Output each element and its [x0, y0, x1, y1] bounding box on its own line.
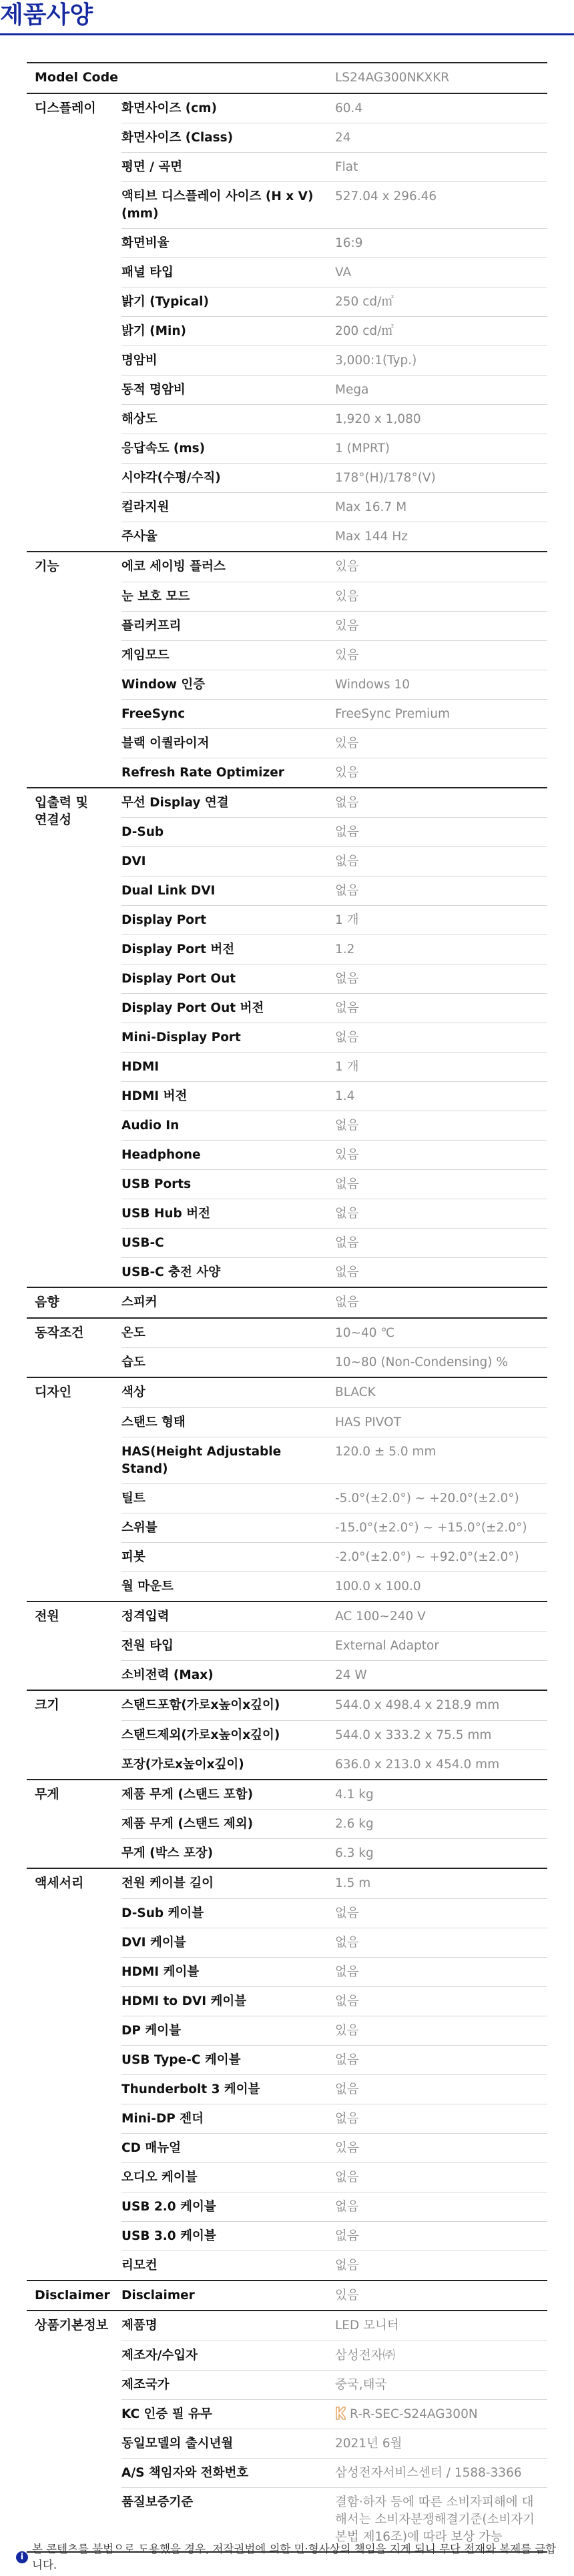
- spec-group-name: Model Code: [35, 70, 119, 85]
- spec-label: Display Port Out: [121, 972, 236, 986]
- spec-row: [121, 1347, 547, 1377]
- spec-value: 있음: [335, 2288, 359, 2303]
- spec-label: HDMI 케이블: [121, 1964, 200, 1979]
- spec-label: Disclaimer: [121, 2288, 195, 2303]
- spec-value: Windows 10: [335, 677, 410, 692]
- spec-label: 화면비율: [121, 236, 170, 250]
- spec-label: USB Type-C 케이블: [121, 2052, 241, 2067]
- spec-label: D-Sub: [121, 825, 164, 839]
- spec-row: [121, 1898, 547, 1928]
- spec-row: [121, 346, 547, 375]
- spec-label: USB Ports: [121, 1177, 192, 1191]
- spec-group: [27, 63, 547, 94]
- spec-row: [121, 375, 547, 404]
- spec-group-name: 디자인: [35, 1385, 72, 1399]
- spec-label: Thunderbolt 3 케이블: [121, 2082, 260, 2096]
- spec-row: [121, 492, 547, 522]
- spec-row: [121, 2399, 547, 2429]
- spec-row: [121, 846, 547, 876]
- spec-label: 온도: [121, 1325, 146, 1340]
- spec-group: [27, 788, 547, 1289]
- spec-row: [121, 152, 547, 181]
- spec-group-rows: [121, 1378, 547, 1601]
- spec-value: -5.0°(±2.0°) ~ +20.0°(±2.0°): [335, 1491, 519, 1505]
- spec-label: 월 마운트: [121, 1579, 174, 1593]
- spec-value: BLACK: [335, 1385, 376, 1399]
- spec-label: 스위블: [121, 1520, 158, 1535]
- spec-row: [121, 1542, 547, 1571]
- spec-label: Display Port Out 버전: [121, 1001, 264, 1015]
- spec-group-name: 전원: [35, 1608, 59, 1624]
- spec-label: Display Port: [121, 913, 206, 927]
- spec-label: 무게 (박스 포장): [121, 1846, 214, 1860]
- spec-label: 화면사이즈 (Class): [121, 131, 234, 145]
- spec-label: Dual Link DVI: [121, 884, 216, 898]
- spec-value: 삼성전자㈜: [335, 2348, 395, 2363]
- spec-value: 없음: [335, 2082, 359, 2096]
- spec-label: 포장(가로x높이x깊이): [121, 1757, 244, 1772]
- spec-group-rows: [121, 552, 547, 787]
- spec-value: 없음: [335, 1964, 359, 1979]
- spec-label: 틸트: [121, 1491, 146, 1505]
- spec-group-name: 음향: [35, 1295, 59, 1309]
- spec-value: 527.04 x 296.46: [335, 189, 437, 203]
- spec-value: Mega: [335, 383, 369, 397]
- spec-label: 해상도: [121, 412, 158, 426]
- spec-value: External Adaptor: [335, 1639, 439, 1653]
- spec-value: 24 W: [335, 1668, 367, 1682]
- spec-row: [121, 1602, 547, 1632]
- spec-row: [121, 905, 547, 934]
- spec-label: [121, 63, 335, 75]
- spec-group-rows: [121, 1288, 547, 1317]
- spec-value: 544.0 x 333.2 x 75.5 mm: [335, 1728, 492, 1742]
- spec-row: [121, 1319, 547, 1348]
- spec-row: [121, 1631, 547, 1660]
- spec-row: [121, 934, 547, 964]
- spec-label: 리모컨: [121, 2258, 158, 2273]
- spec-value: 1,920 x 1,080: [335, 412, 421, 426]
- spec-value: 없음: [335, 2170, 359, 2184]
- spec-row: [121, 1838, 547, 1868]
- spec-value: 544.0 x 498.4 x 218.9 mm: [335, 1698, 500, 1712]
- spec-value: 100.0 x 100.0: [335, 1579, 421, 1593]
- spec-value: [335, 2400, 547, 2429]
- spec-group-name: 상품기본정보: [35, 2318, 109, 2333]
- spec-value: 있음: [335, 560, 359, 574]
- spec-value: 없음: [335, 1177, 359, 1191]
- page-title: 제품사양: [0, 1, 93, 29]
- kc-certification-icon: [335, 2406, 346, 2421]
- spec-value: 없음: [335, 1031, 359, 1045]
- spec-value: 2021년 6월: [335, 2436, 402, 2451]
- spec-label: DVI: [121, 854, 146, 868]
- spec-row: [121, 1780, 547, 1810]
- spec-label: 피봇: [121, 1549, 146, 1564]
- spec-row: [121, 257, 547, 287]
- spec-label: 스탠드 형태: [121, 1415, 186, 1429]
- spec-label: 컬라지원: [121, 500, 170, 514]
- spec-value: 200 cd/㎡: [335, 324, 394, 338]
- spec-row: [121, 788, 547, 818]
- spec-row: [121, 758, 547, 787]
- spec-row: [121, 287, 547, 316]
- spec-label: HDMI to DVI 케이블: [121, 1994, 247, 2008]
- spec-value: 없음: [335, 854, 359, 868]
- spec-group-name: Disclaimer: [35, 2287, 110, 2303]
- spec-row: [121, 94, 547, 123]
- spec-row: [121, 1986, 547, 2016]
- spec-value: 없음: [335, 825, 359, 839]
- spec-row: [121, 1437, 547, 1483]
- spec-row: [121, 434, 547, 463]
- spec-row: [121, 2250, 547, 2280]
- spec-label: 게임모드: [121, 648, 170, 662]
- spec-group-name: 크기: [35, 1698, 59, 1712]
- spec-row: [121, 2162, 547, 2192]
- spec-group: [27, 1691, 547, 1780]
- spec-row: [121, 2074, 547, 2104]
- spec-table: [27, 62, 547, 2553]
- spec-group: [27, 2311, 547, 2553]
- spec-label: 스피커: [121, 1295, 158, 1309]
- spec-value: 있음: [335, 618, 359, 633]
- spec-row: [121, 640, 547, 670]
- spec-row: [121, 1957, 547, 1986]
- spec-value: 636.0 x 213.0 x 454.0 mm: [335, 1757, 500, 1772]
- spec-label: USB Hub 버전: [121, 1207, 210, 1221]
- spec-label: 무선 Display 연결: [121, 795, 229, 810]
- spec-value: 없음: [335, 2052, 359, 2067]
- spec-value: -15.0°(±2.0°) ~ +15.0°(±2.0°): [335, 1520, 527, 1535]
- spec-value: 1 개: [335, 1060, 359, 1074]
- spec-value: 1 개: [335, 913, 359, 927]
- spec-row: [121, 1660, 547, 1690]
- spec-row: [121, 1199, 547, 1228]
- spec-value: 1.2: [335, 942, 355, 956]
- spec-value: 10~80 (Non-Condensing) %: [335, 1355, 508, 1369]
- spec-row: [121, 1288, 547, 1317]
- spec-group-rows: [121, 788, 547, 1287]
- spec-row: [121, 1869, 547, 1898]
- spec-group-name: 기능: [35, 559, 59, 574]
- spec-row: [121, 1023, 547, 1052]
- copyright-notice: [16, 2541, 558, 2573]
- spec-group-name: 액세서리: [35, 1876, 84, 1890]
- spec-label: 스탠드제외(가로x높이x깊이): [121, 1728, 280, 1742]
- spec-label: KC 인증 필 유무: [121, 2407, 212, 2421]
- spec-group: [27, 1780, 547, 1870]
- spec-row: [121, 1407, 547, 1437]
- spec-value: 16:9: [335, 236, 363, 250]
- spec-value: 있음: [335, 2140, 359, 2155]
- spec-row: [121, 1228, 547, 1257]
- spec-label: 색상: [121, 1385, 146, 1399]
- spec-label: 화면사이즈 (cm): [121, 101, 217, 115]
- spec-value: 있음: [335, 589, 359, 604]
- spec-row: [121, 2104, 547, 2133]
- spec-value: 삼성전자서비스센터 / 1588-3366: [335, 2465, 522, 2480]
- spec-row: [121, 552, 547, 582]
- spec-label: 명암비: [121, 354, 158, 368]
- spec-value: 없음: [335, 2111, 359, 2126]
- spec-row: [121, 2016, 547, 2045]
- spec-label: 습도: [121, 1355, 146, 1369]
- spec-row: [121, 2221, 547, 2250]
- spec-value: Max 144 Hz: [335, 530, 408, 544]
- spec-value: 250 cd/㎡: [335, 295, 394, 309]
- spec-value: 없음: [335, 2199, 359, 2214]
- spec-label: 플리커프리: [121, 618, 182, 633]
- spec-value: 있음: [335, 736, 359, 750]
- spec-row: [121, 728, 547, 758]
- spec-value: 없음: [335, 1119, 359, 1133]
- spec-label: 소비전력 (Max): [121, 1668, 214, 1682]
- spec-label: 전원 타입: [121, 1639, 174, 1653]
- spec-value: 없음: [335, 2228, 359, 2243]
- spec-row: [121, 2341, 547, 2370]
- spec-value: Flat: [335, 160, 358, 174]
- spec-group: [27, 2281, 547, 2312]
- spec-label: 스탠드포함(가로x높이x깊이): [121, 1698, 280, 1712]
- spec-value: 중국,태국: [335, 2377, 387, 2392]
- spec-row: [121, 2192, 547, 2221]
- spec-group-rows: [121, 1869, 547, 2280]
- spec-label: Mini-DP 젠더: [121, 2111, 204, 2126]
- spec-row: [121, 1378, 547, 1407]
- spec-row: [121, 1571, 547, 1601]
- spec-row: [121, 1111, 547, 1140]
- spec-value: 178°(H)/178°(V): [335, 471, 436, 485]
- spec-label: DVI 케이블: [121, 1935, 186, 1950]
- spec-value: FreeSync Premium: [335, 706, 451, 721]
- spec-row: [121, 1928, 547, 1957]
- spec-value: -2.0°(±2.0°) ~ +92.0°(±2.0°): [335, 1549, 519, 1564]
- spec-value: 2.6 kg: [335, 1817, 374, 1831]
- spec-label: Refresh Rate Optimizer: [121, 765, 284, 780]
- spec-label: 제조국가: [121, 2377, 170, 2392]
- info-icon: i: [16, 2551, 28, 2563]
- spec-value: 있음: [335, 2023, 359, 2038]
- spec-group-rows: [121, 63, 547, 93]
- spec-label: Display Port 버전: [121, 942, 235, 956]
- spec-value: 1.4: [335, 1089, 355, 1103]
- spec-row: [121, 123, 547, 152]
- spec-group-rows: [121, 1780, 547, 1868]
- spec-group-name: 동작조건: [35, 1325, 84, 1340]
- spec-value: 결함·하자 등에 따른 소비자피해에 대 해서는 소비자분쟁해결기준(소비자기 본법 제16조)에 따라 보상 가능: [335, 2495, 535, 2544]
- spec-label: HDMI 버전: [121, 1089, 188, 1103]
- spec-row: [121, 2458, 547, 2487]
- spec-label: 밝기 (Typical): [121, 295, 209, 309]
- spec-row: [121, 582, 547, 611]
- spec-value: 없음: [335, 795, 359, 810]
- spec-label: Audio In: [121, 1119, 180, 1133]
- spec-group: [27, 1378, 547, 1602]
- spec-row: [121, 1169, 547, 1199]
- spec-group-rows: [121, 2281, 547, 2311]
- spec-label: 제품 무게 (스탠드 포함): [121, 1787, 254, 1802]
- spec-row: [121, 316, 547, 346]
- spec-value: 있음: [335, 648, 359, 662]
- spec-label: HDMI: [121, 1060, 160, 1074]
- spec-row: [121, 1052, 547, 1081]
- spec-group-name: 디스플레이: [35, 100, 96, 115]
- spec-row: [121, 404, 547, 434]
- spec-row: [121, 699, 547, 728]
- spec-value: 없음: [335, 1935, 359, 1950]
- spec-row: [121, 63, 547, 93]
- spec-label: USB 3.0 케이블: [121, 2228, 216, 2243]
- spec-value: Max 16.7 M: [335, 500, 407, 514]
- spec-label: 밝기 (Min): [121, 324, 187, 338]
- spec-label: 동일모델의 출시년월: [121, 2436, 234, 2451]
- spec-value: HAS PIVOT: [335, 1415, 401, 1429]
- spec-label: HAS(Height Adjustable Stand): [121, 1444, 282, 1476]
- spec-value: 없음: [335, 1001, 359, 1015]
- spec-label: 평면 / 곡면: [121, 160, 183, 174]
- spec-row: [121, 1081, 547, 1111]
- spec-group-rows: [121, 2311, 547, 2551]
- spec-value: AC 100~240 V: [335, 1609, 426, 1624]
- spec-row: [121, 1483, 547, 1513]
- spec-value: 없음: [335, 1295, 359, 1309]
- spec-row: [121, 1750, 547, 1779]
- spec-value: 있음: [335, 765, 359, 780]
- spec-value: 있음: [335, 1148, 359, 1162]
- spec-row: [121, 670, 547, 699]
- spec-value: 없음: [335, 2258, 359, 2273]
- spec-group: [27, 94, 547, 553]
- spec-row: [121, 2133, 547, 2162]
- spec-row: [121, 181, 547, 228]
- spec-label: 품질보증기준: [121, 2495, 194, 2509]
- spec-value: 6.3 kg: [335, 1846, 374, 1860]
- spec-group: [27, 552, 547, 788]
- spec-label: A/S 책임자와 전화번호: [121, 2465, 249, 2480]
- copyright-text: 본 콘텐츠를 불법으로 도용했을 경우, 저작권법에 의한 민·형사상의 책임을 지게 되니 무단 전재와 복제를 금합니다.: [32, 2543, 557, 2571]
- spec-row: [121, 522, 547, 551]
- spec-value: 없음: [335, 1906, 359, 1920]
- spec-group-rows: [121, 94, 547, 552]
- spec-value: VA: [335, 265, 352, 279]
- spec-label: FreeSync: [121, 706, 186, 721]
- spec-row: [121, 1691, 547, 1720]
- spec-label: 시야각(수평/수직): [121, 471, 221, 485]
- spec-value: 1 (MPRT): [335, 442, 390, 456]
- spec-row: [121, 1720, 547, 1750]
- spec-label: 눈 보호 모드: [121, 589, 190, 604]
- spec-row: [121, 993, 547, 1023]
- spec-label: 에코 세이빙 플러스: [121, 560, 226, 574]
- spec-value: 4.1 kg: [335, 1787, 374, 1802]
- spec-row: [121, 2045, 547, 2074]
- spec-value: 없음: [335, 1265, 359, 1279]
- spec-group-rows: [121, 1691, 547, 1779]
- title-divider: [0, 33, 574, 35]
- spec-row: [121, 964, 547, 993]
- spec-value: 없음: [335, 1207, 359, 1221]
- spec-label: USB-C: [121, 1236, 164, 1250]
- spec-label: D-Sub 케이블: [121, 1906, 204, 1920]
- spec-label: 정격입력: [121, 1609, 170, 1624]
- spec-label: 패널 타입: [121, 265, 174, 279]
- spec-label: 전원 케이블 길이: [121, 1876, 214, 1890]
- spec-value: 10~40 ℃: [335, 1325, 395, 1340]
- spec-group: [27, 1602, 547, 1692]
- spec-value: LED 모니터: [335, 2319, 399, 2333]
- spec-group-rows: [121, 1602, 547, 1690]
- spec-row: [121, 2311, 547, 2341]
- kc-certification-number: R-R-SEC-S24AG300N: [350, 2407, 478, 2421]
- spec-row: [121, 228, 547, 257]
- spec-value: 없음: [335, 1236, 359, 1250]
- spec-row: [121, 1809, 547, 1838]
- spec-label: 오디오 케이블: [121, 2170, 198, 2184]
- spec-value: 1.5 m: [335, 1876, 371, 1890]
- spec-group: [27, 1869, 547, 2281]
- spec-label: 응답속도 (ms): [121, 442, 206, 456]
- spec-label: DP 케이블: [121, 2023, 181, 2038]
- spec-label: Window 인증: [121, 677, 206, 692]
- spec-value: 없음: [335, 1994, 359, 2008]
- spec-group-name: 무게: [35, 1786, 59, 1802]
- spec-value: LS24AG300NKXKR: [335, 71, 450, 85]
- spec-row: [121, 1140, 547, 1169]
- spec-label: 제품 무게 (스탠드 제외): [121, 1817, 254, 1831]
- spec-label: Mini-Display Port: [121, 1031, 241, 1045]
- spec-value: 120.0 ± 5.0 mm: [335, 1444, 437, 1459]
- spec-label: Headphone: [121, 1148, 201, 1162]
- spec-group: [27, 1288, 547, 1319]
- spec-row: [121, 876, 547, 905]
- spec-value: 3,000:1(Typ.): [335, 354, 417, 368]
- spec-label: CD 매뉴얼: [121, 2140, 181, 2155]
- spec-row: [121, 463, 547, 492]
- spec-group-name: 입출력 및 연결성: [35, 794, 89, 827]
- spec-label: 액티브 디스플레이 사이즈 (H x V) (mm): [121, 189, 314, 221]
- spec-row: [121, 2370, 547, 2399]
- spec-label: USB-C 충전 사양: [121, 1265, 221, 1279]
- spec-value: 60.4: [335, 101, 363, 115]
- spec-row: [121, 817, 547, 846]
- spec-label: USB 2.0 케이블: [121, 2199, 216, 2214]
- spec-row: [121, 1257, 547, 1287]
- spec-row: [121, 2429, 547, 2458]
- spec-value: 없음: [335, 884, 359, 898]
- spec-row: [121, 2281, 547, 2311]
- spec-value: 24: [335, 131, 351, 145]
- spec-row: [121, 611, 547, 640]
- spec-value: 없음: [335, 972, 359, 986]
- spec-label: 제조자/수입자: [121, 2348, 198, 2363]
- spec-group-rows: [121, 1319, 547, 1377]
- spec-group: [27, 1319, 547, 1379]
- spec-label: 블랙 이퀄라이저: [121, 736, 210, 750]
- spec-label: 제품명: [121, 2319, 158, 2333]
- spec-label: 주사율: [121, 530, 158, 544]
- spec-label: 동적 명암비: [121, 383, 186, 397]
- spec-row: [121, 1513, 547, 1542]
